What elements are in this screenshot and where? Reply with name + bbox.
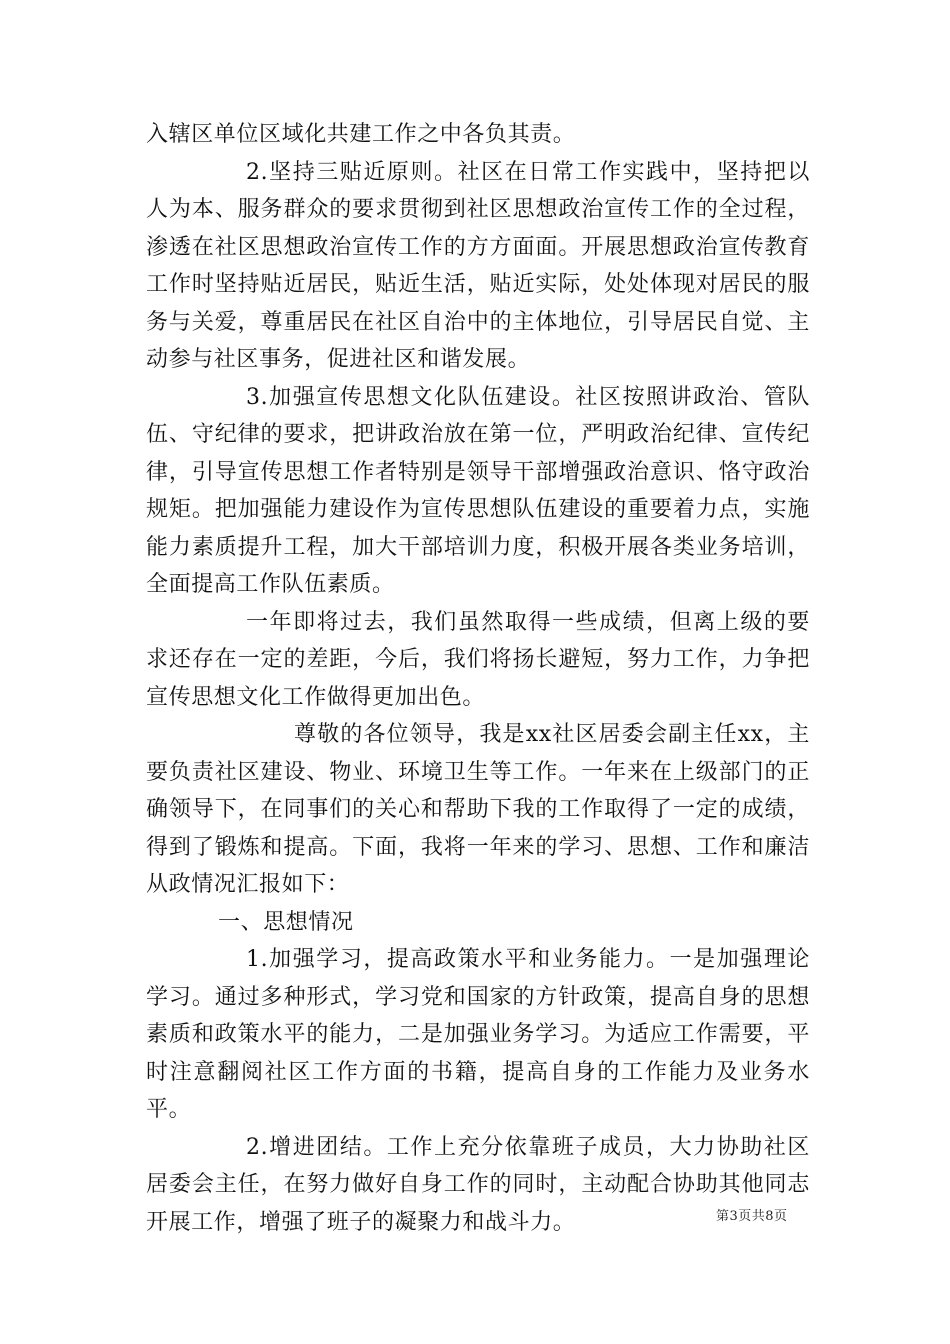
section-heading-thought: 一、思想情况: [218, 909, 354, 935]
paragraph-year-summary: 一年即将过去，我们虽然取得一些成绩，但离上级的要求还存在一定的差距，今后，我们将扬长避短，努力工作，力争把宣传思想文化工作做得更加出色。: [146, 609, 810, 710]
paragraph-report-intro: 尊敬的各位领导，我是xx社区居委会副主任xx，主要负责社区建设、物业、环境卫生等工作。一年来在上级部门的正确领导下，在同事们的关心和帮助下我的工作取得了一定的成绩，得到了锻炼和提高。下面，我将一年来的学习、思想、工作和廉洁从政情况汇报如下：: [146, 722, 810, 897]
paragraph-study: 1.加强学习，提高政策水平和业务能力。一是加强理论学习。通过多种形式，学习党和国家的方针政策，提高自身的思想素质和政策水平的能力，二是加强业务学习。为适应工作需要，平时注意翻阅社区工作方面的书籍，提高自身的工作能力及业务水平。: [146, 947, 810, 1122]
paragraph-three-closeness: 2.坚持三贴近原则。社区在日常工作实践中，坚持把以人为本、服务群众的要求贯彻到社区思想政治宣传工作的全过程，渗透在社区思想政治宣传工作的方方面面。开展思想政治宣传教育工作时坚持贴近居民，贴近生活，贴近实际，处处体现对居民的服务与关爱，尊重居民在社区自治中的主体地位，引导居民自觉、主动参与社区事务，促进社区和谐发展。: [146, 159, 810, 372]
document-body: [146, 116, 810, 1241]
paragraph-unity: 2.增进团结。工作上充分依靠班子成员，大力协助社区居委会主任，在努力做好自身工作的同时，主动配合协助其他同志开展工作，增强了班子的凝聚力和战斗力。: [146, 1134, 810, 1235]
paragraph-continuation: 入辖区单位区域化共建工作之中各负其责。: [146, 122, 576, 147]
page-number: 第3页共8页: [716, 1209, 788, 1224]
paragraph-team-building: 3.加强宣传思想文化队伍建设。社区按照讲政治、管队伍、守纪律的要求，把讲政治放在第一位，严明政治纪律、宣传纪律，引导宣传思想工作者特别是领导干部增强政治意识、恪守政治规矩。把加强能力建设作为宣传思想队伍建设的重要着力点，实施能力素质提升工程，加大干部培训力度，积极开展各类业务培训，全面提高工作队伍素质。: [146, 384, 810, 597]
